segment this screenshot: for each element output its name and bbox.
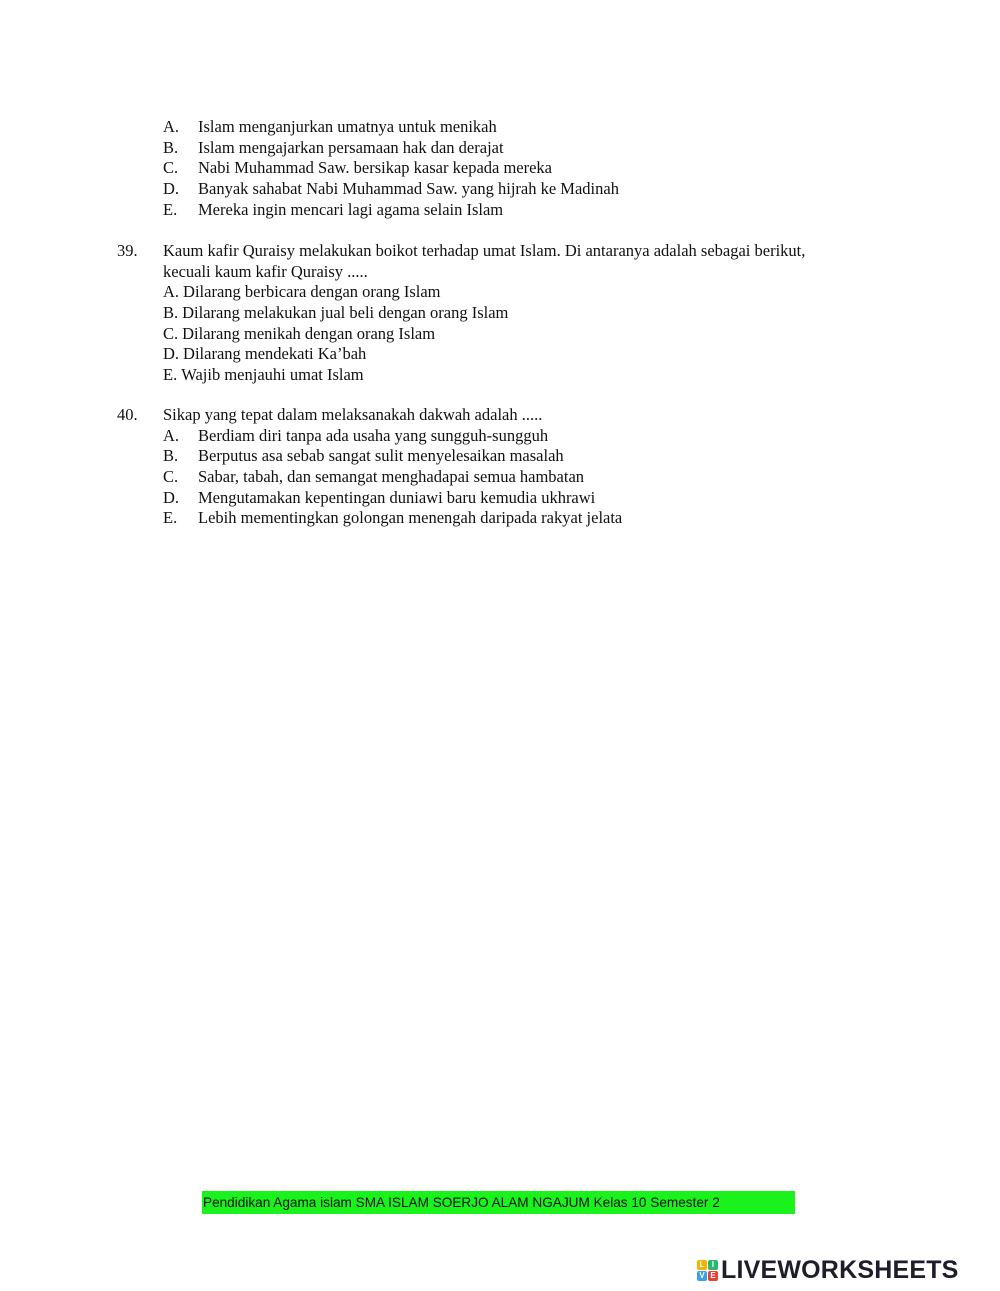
- q38-option-d[interactable]: [163, 179, 619, 200]
- option-text: Berputus asa sebab sangat sulit menyelesaikan masalah: [198, 446, 564, 466]
- q39-option-a[interactable]: [163, 282, 863, 303]
- q38-option-c[interactable]: [163, 158, 619, 179]
- option-text: Islam menganjurkan umatnya untuk menikah: [198, 117, 497, 136]
- liveworksheets-logo-mark-icon: [697, 1260, 718, 1281]
- option-text: Dilarang mendekati Ka’bah: [183, 344, 367, 364]
- q39-option-d[interactable]: [163, 344, 863, 365]
- question-number: 40.: [117, 405, 138, 424]
- option-letter: B.: [163, 303, 179, 323]
- option-letter: D.: [163, 487, 180, 507]
- question-text-line-2: kecuali kaum kafir Quraisy .....: [163, 261, 368, 281]
- option-letter: C.: [163, 158, 179, 178]
- option-letter: B.: [163, 137, 179, 157]
- option-text: Dilarang berbicara dengan orang Islam: [183, 282, 441, 302]
- q39-option-b[interactable]: [163, 303, 863, 324]
- option-text: Islam mengajarkan persamaan hak dan derajat: [198, 137, 504, 157]
- option-text: Lebih mementingkan golongan menengah daripada rakyat jelata: [198, 508, 623, 528]
- question-40: [117, 405, 863, 528]
- footer-banner: [202, 1191, 795, 1214]
- question-number: 39.: [117, 241, 138, 260]
- q39-option-c[interactable]: [163, 324, 863, 345]
- q39-option-e[interactable]: [163, 365, 863, 386]
- q40-option-c[interactable]: [163, 467, 622, 488]
- option-letter: E.: [163, 199, 178, 219]
- question-text: [163, 241, 863, 282]
- q40-option-a[interactable]: [163, 426, 622, 447]
- question-39: [117, 241, 863, 386]
- q38-options: [163, 117, 619, 220]
- option-text: Sabar, tabah, dan semangat menghadapai semua hambatan: [198, 467, 585, 487]
- option-letter: E.: [163, 508, 178, 528]
- option-letter: E.: [163, 365, 178, 385]
- option-text: Banyak sahabat Nabi Muhammad Saw. yang hijrah ke Madinah: [198, 179, 619, 199]
- liveworksheets-logo[interactable]: [697, 1255, 959, 1285]
- q40-option-d[interactable]: [163, 488, 622, 509]
- q40-option-b[interactable]: [163, 446, 622, 467]
- option-text: Mereka ingin mencari lagi agama selain Islam: [198, 199, 504, 219]
- option-text: Berdiam diri tanpa ada usaha yang sungguh-sungguh: [198, 425, 549, 445]
- option-letter: A.: [163, 117, 180, 136]
- option-letter: D.: [163, 179, 180, 199]
- option-text: Dilarang melakukan jual beli dengan orang Islam: [182, 303, 509, 323]
- question-text: Sikap yang tepat dalam melaksanakah dakwah adalah .....: [163, 405, 543, 424]
- option-letter: C.: [163, 467, 179, 487]
- option-text: Wajib menjauhi umat Islam: [181, 365, 364, 385]
- q40-option-e[interactable]: [163, 508, 622, 529]
- q40-options: [163, 426, 622, 529]
- option-text: Mengutamakan kepentingan duniawi baru kemudia ukhrawi: [198, 487, 596, 507]
- q38-option-a[interactable]: [163, 117, 619, 138]
- q39-options: [163, 282, 863, 385]
- option-text: Nabi Muhammad Saw. bersikap kasar kepada mereka: [198, 158, 553, 178]
- option-letter: D.: [163, 344, 180, 364]
- logo-mark-letter: I: [708, 1260, 718, 1270]
- q38-option-e[interactable]: [163, 200, 619, 221]
- option-letter: A.: [163, 282, 180, 302]
- option-text: Dilarang menikah dengan orang Islam: [182, 323, 436, 343]
- logo-mark-letter: L: [697, 1260, 707, 1270]
- q38-option-b[interactable]: [163, 138, 619, 159]
- option-letter: C.: [163, 323, 179, 343]
- logo-mark-letter: E: [708, 1271, 718, 1281]
- logo-mark-letter: V: [697, 1271, 707, 1281]
- footer-text: Pendidikan Agama islam SMA ISLAM SOERJO ALAM NGAJUM Kelas 10 Semester 2: [203, 1195, 720, 1210]
- logo-text: LIVEWORKSHEETS: [721, 1255, 959, 1284]
- question-text-line-1: Kaum kafir Quraisy melakukan boikot terhadap umat Islam. Di antaranya adalah sebagai berikut,: [163, 241, 806, 260]
- option-letter: B.: [163, 446, 179, 466]
- option-letter: A.: [163, 425, 180, 445]
